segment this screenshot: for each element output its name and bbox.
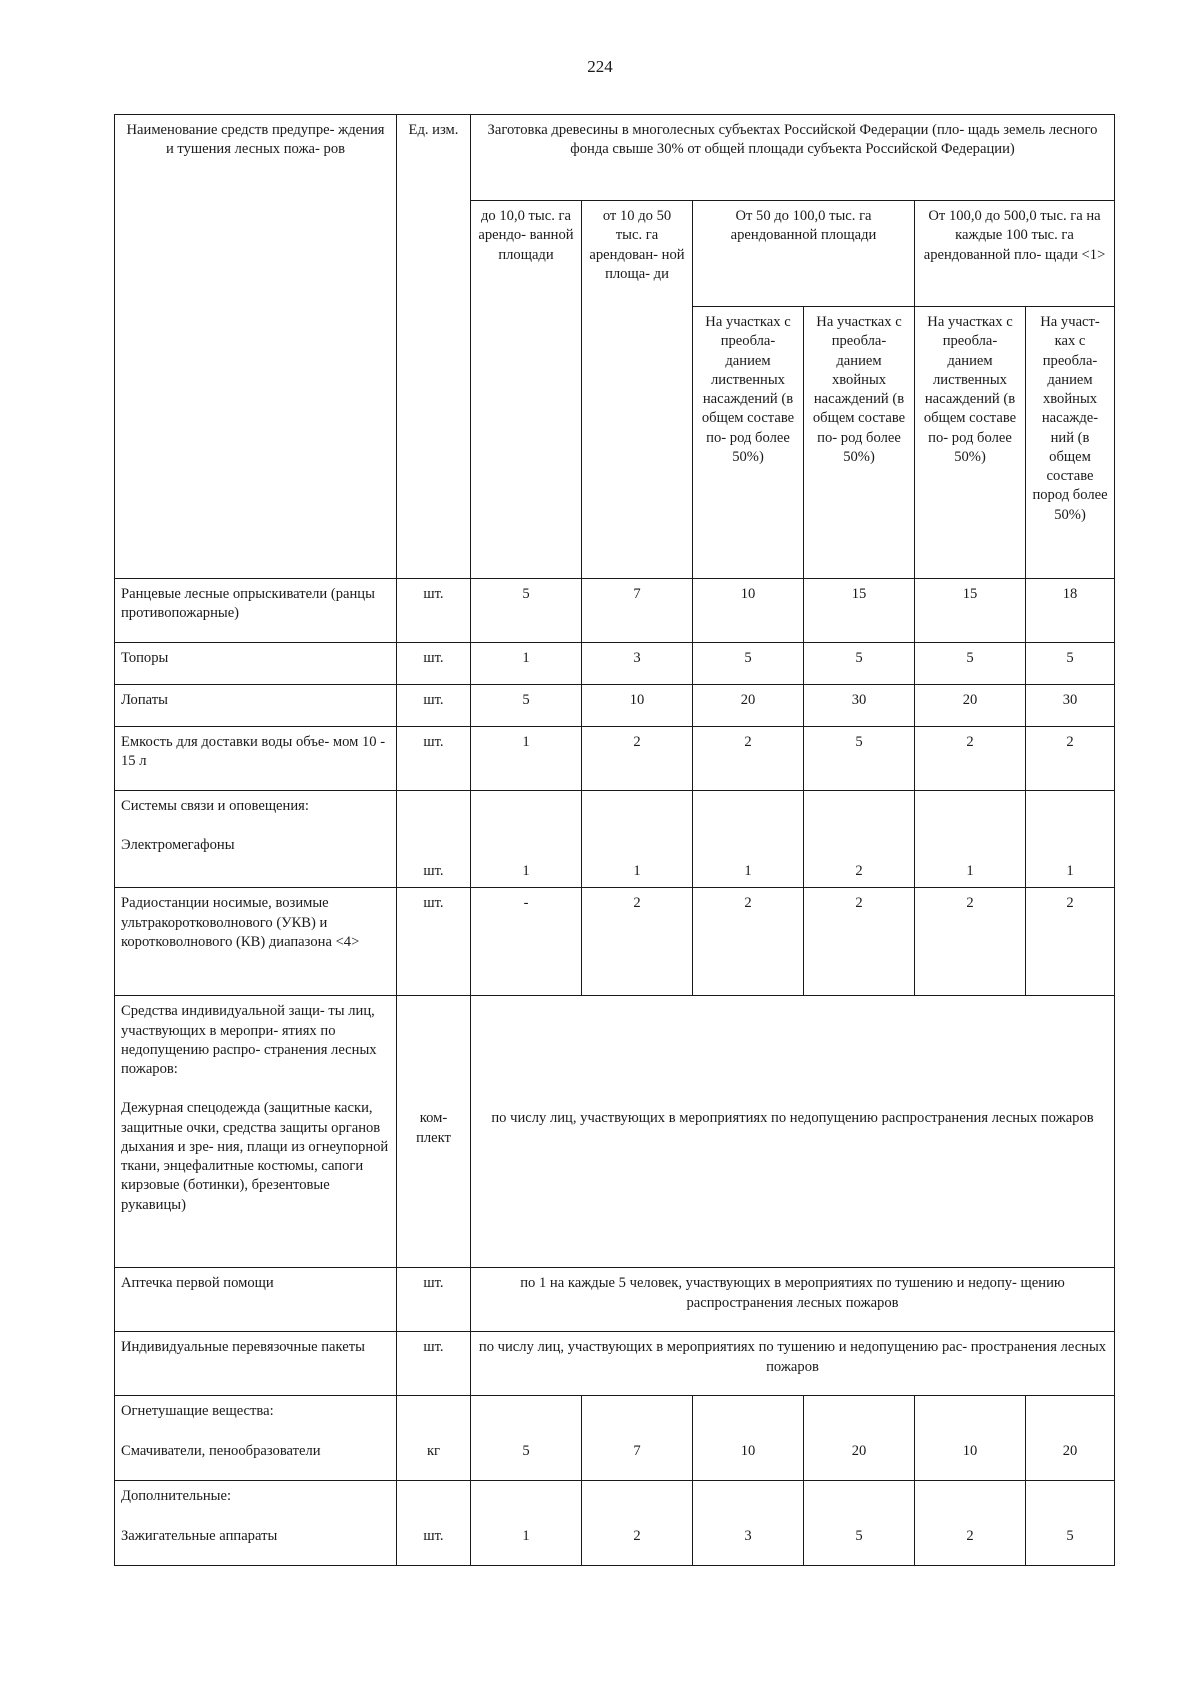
row-unit: шт.	[397, 1332, 471, 1396]
row-name	[115, 791, 397, 888]
cell-value: 7	[582, 579, 693, 643]
cell-value: 20	[915, 685, 1026, 727]
row-unit: шт.	[397, 727, 471, 791]
header-sub-4: От 100,0 до 500,0 тыс. га на каждые 100 тыс. га арендованной пло- щади <1>	[915, 201, 1115, 307]
row-name	[115, 1396, 397, 1481]
header-sub-3a: На участках с преобла- данием лиственных насаждений (в общем составе по- род более 50%)	[693, 307, 804, 579]
section-title: Системы связи и оповещения:	[121, 798, 309, 814]
unit-text: шт.	[423, 863, 444, 879]
cell-value: 3	[582, 643, 693, 685]
cell-value: 18	[1026, 579, 1115, 643]
cell-value	[915, 1481, 1026, 1566]
cell-value: 10	[582, 685, 693, 727]
value-text: 5	[522, 1443, 530, 1460]
cell-value: 30	[804, 685, 915, 727]
span-value: по числу лиц, участвующих в мероприятиях по тушению и недопущению рас- пространения лесных пожаров	[471, 1332, 1115, 1396]
cell-value	[1026, 791, 1115, 888]
value-text: 2	[633, 1528, 641, 1545]
cell-value: 2	[582, 727, 693, 791]
cell-value: 2	[693, 888, 804, 996]
header-sub-2: от 10 до 50 тыс. га арендован- ной площа- ди	[582, 201, 693, 579]
cell-value: 2	[915, 727, 1026, 791]
cell-value: 5	[471, 579, 582, 643]
unit-text: шт.	[423, 1528, 444, 1545]
table-row	[115, 1481, 1115, 1566]
row-unit: шт.	[397, 579, 471, 643]
span-value: по 1 на каждые 5 человек, участвующих в мероприятиях по тушению и недопу- щению распространения лесных пожаров	[471, 1268, 1115, 1332]
header-unit: Ед. изм.	[397, 115, 471, 579]
cell-value	[471, 791, 582, 888]
section-title: Дополнительные:	[121, 1488, 232, 1505]
cell-value: 5	[804, 727, 915, 791]
table-row	[115, 727, 1115, 791]
cell-value	[915, 791, 1026, 888]
row-unit: шт.	[397, 1268, 471, 1332]
row-unit: шт.	[397, 685, 471, 727]
row-name: Индивидуальные перевязочные пакеты	[115, 1332, 397, 1396]
unit-text: кг	[426, 1443, 441, 1460]
cell-value: 20	[693, 685, 804, 727]
row-unit	[397, 996, 471, 1268]
section-title: Огнетушащие вещества:	[121, 1403, 274, 1420]
span-text: по числу лиц, участвующих в мероприятиях по недопущению распространения лесных пожаров	[491, 1110, 1094, 1127]
row-name: Топоры	[115, 643, 397, 685]
cell-value	[1026, 1396, 1115, 1481]
header-sub-4a: На участках с преобла- данием лиственных насаждений (в общем составе по- род более 50%)	[915, 307, 1026, 579]
cell-value: 2	[915, 888, 1026, 996]
item-name: Смачиватели, пенообразователи	[121, 1442, 321, 1459]
cell-value	[693, 1481, 804, 1566]
table-row	[115, 996, 1115, 1268]
value-text: 2	[966, 1528, 974, 1545]
cell-value: 1	[471, 727, 582, 791]
cell-value: 10	[693, 579, 804, 643]
cell-value: 30	[1026, 685, 1115, 727]
row-unit: шт.	[397, 643, 471, 685]
row-unit	[397, 1481, 471, 1566]
cell-value	[582, 1396, 693, 1481]
header-sub-3b: На участках с преобла- данием хвойных насаждений (в общем составе по- род более 50%)	[804, 307, 915, 579]
value-text: 10	[740, 1443, 756, 1460]
row-name: Аптечка первой помощи	[115, 1268, 397, 1332]
section-title: Средства индивидуальной защи- ты лиц, участвующих в меропри- ятиях по недопущению распро- странения лесных пожаров:	[121, 1003, 377, 1077]
cell-value	[693, 791, 804, 888]
item-name: Дежурная спецодежда (защитные каски, защитные очки, средства защиты органов дыхания и зре- ния, плащи из огнеупорной ткани, энцефалитные костюмы, сапоги кирзовые (ботинки), брезентовые рукавицы)	[121, 1100, 389, 1213]
header-group: Заготовка древесины в многолесных субъектах Российской Федерации (пло- щадь земель лесного фонда свыше 30% от общей площади субъекта Российской Федерации)	[471, 115, 1115, 201]
unit-text: ком- плект	[416, 1110, 451, 1146]
table-row	[115, 888, 1115, 996]
equipment-norms-table	[114, 114, 1115, 1566]
value-text: 20	[1062, 1443, 1078, 1460]
cell-value	[471, 1481, 582, 1566]
row-unit	[397, 1396, 471, 1481]
row-name: Емкость для доставки воды объе- мом 10 - 15 л	[115, 727, 397, 791]
cell-value	[582, 1481, 693, 1566]
value-text: 1	[522, 1528, 530, 1545]
table-row	[115, 1396, 1115, 1481]
cell-value: 5	[471, 685, 582, 727]
table-row	[115, 1332, 1115, 1396]
cell-value: 2	[693, 727, 804, 791]
item-name: Электромегафоны	[121, 837, 235, 854]
cell-value: 2	[582, 888, 693, 996]
value-text: 1	[966, 863, 974, 879]
value-text: 1	[1066, 863, 1074, 879]
span-value	[471, 996, 1115, 1268]
row-name	[115, 996, 397, 1268]
table-row	[115, 579, 1115, 643]
row-name: Лопаты	[115, 685, 397, 727]
value-text: 3	[744, 1528, 752, 1545]
cell-value	[804, 791, 915, 888]
cell-value: 5	[1026, 643, 1115, 685]
value-text: 5	[1066, 1528, 1074, 1545]
row-unit: шт.	[397, 888, 471, 996]
table-row	[115, 791, 1115, 888]
item-name: Зажигательные аппараты	[121, 1527, 278, 1544]
value-text: 20	[851, 1443, 867, 1460]
page-number: 224	[587, 57, 613, 76]
cell-value	[804, 1481, 915, 1566]
table-row	[115, 643, 1115, 685]
cell-value	[693, 1396, 804, 1481]
value-text: 10	[962, 1443, 978, 1460]
row-name: Радиостанции носимые, возимые ультракоротковолнового (УКВ) и коротковолнового (КВ) диапазона <4>	[115, 888, 397, 996]
row-name	[115, 1481, 397, 1566]
value-text: 2	[855, 863, 863, 879]
header-sub-3: От 50 до 100,0 тыс. га арендованной площади	[693, 201, 915, 307]
header-name: Наименование средств предупре- ждения и тушения лесных пожа- ров	[115, 115, 397, 579]
cell-value: -	[471, 888, 582, 996]
cell-value	[1026, 1481, 1115, 1566]
value-text: 1	[744, 863, 752, 879]
value-text: 5	[855, 1528, 863, 1545]
value-text: 1	[633, 863, 641, 879]
cell-value: 15	[804, 579, 915, 643]
row-unit	[397, 791, 471, 888]
cell-value	[582, 791, 693, 888]
cell-value: 2	[1026, 727, 1115, 791]
cell-value: 2	[804, 888, 915, 996]
cell-value	[471, 1396, 582, 1481]
cell-value: 2	[1026, 888, 1115, 996]
row-name: Ранцевые лесные опрыскиватели (ранцы противопожарные)	[115, 579, 397, 643]
cell-value: 5	[915, 643, 1026, 685]
cell-value	[915, 1396, 1026, 1481]
cell-value	[804, 1396, 915, 1481]
cell-value: 1	[471, 643, 582, 685]
header-sub-4b: На участ- ках с преобла- данием хвойных насажде- ний (в общем составе пород более 50%)	[1026, 307, 1115, 579]
cell-value: 5	[804, 643, 915, 685]
cell-value: 5	[693, 643, 804, 685]
value-text: 1	[522, 863, 530, 879]
header-sub-1: до 10,0 тыс. га арендо- ванной площади	[471, 201, 582, 579]
value-text: 7	[633, 1443, 641, 1460]
table-row	[115, 1268, 1115, 1332]
table-row	[115, 685, 1115, 727]
cell-value: 15	[915, 579, 1026, 643]
